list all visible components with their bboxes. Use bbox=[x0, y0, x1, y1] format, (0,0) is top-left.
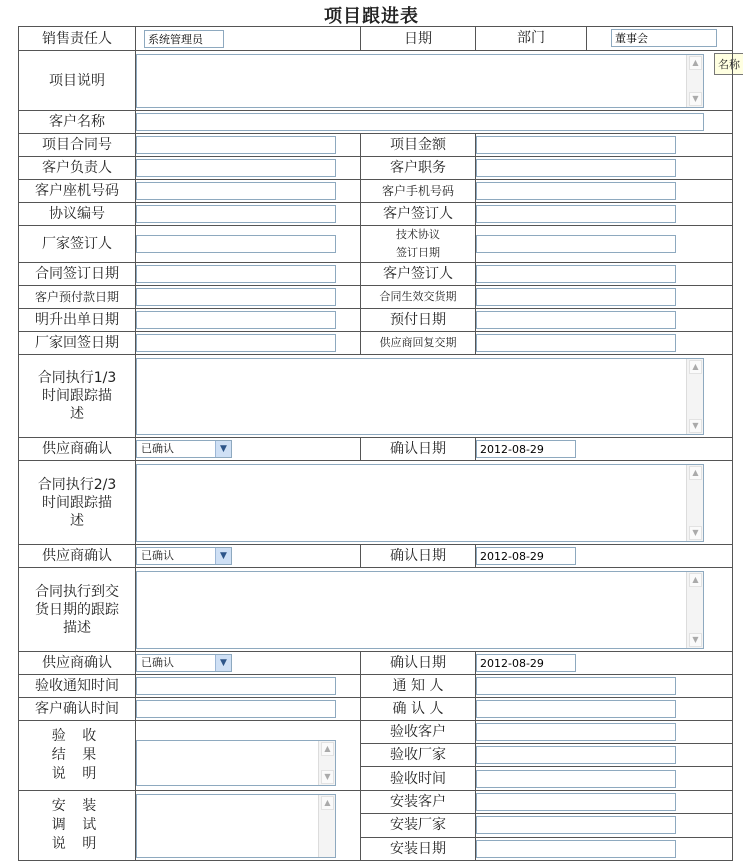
project-amount-label: 项目金额 bbox=[361, 134, 476, 157]
agreement-no-label: 协议编号 bbox=[19, 203, 136, 226]
customer-name-input[interactable] bbox=[136, 113, 704, 131]
form-body bbox=[18, 50, 733, 861]
scroll-up-icon[interactable]: ▲ bbox=[321, 796, 334, 810]
customer-lead-label: 客户负责人 bbox=[19, 157, 136, 180]
tooltip: 名称 bbox=[714, 53, 743, 75]
customer-mobile-label: 客户手机号码 bbox=[361, 180, 476, 203]
vendor-return-date-input[interactable] bbox=[136, 334, 336, 352]
confirm-date-input[interactable] bbox=[476, 654, 576, 672]
vendor-return-date-label: 厂家回签日期 bbox=[19, 332, 136, 355]
confirm-date-input[interactable] bbox=[476, 440, 576, 458]
date-label: 日期 bbox=[361, 27, 476, 51]
vendor-signer-input[interactable] bbox=[136, 235, 336, 253]
exec13-label: 合同执行1/3时间跟踪描述 bbox=[19, 355, 136, 438]
chevron-down-icon[interactable]: ▼ bbox=[215, 655, 231, 671]
supplier-confirm-label: 供应商确认 bbox=[19, 545, 136, 568]
scrollbar[interactable] bbox=[686, 55, 703, 107]
install-debug-textarea[interactable] bbox=[136, 794, 336, 858]
notifier-input[interactable] bbox=[476, 677, 676, 695]
scroll-up-icon[interactable]: ▲ bbox=[689, 360, 702, 374]
select-value: 已确认 bbox=[141, 442, 174, 455]
scrollbar[interactable] bbox=[318, 741, 335, 785]
scroll-down-icon[interactable]: ▼ bbox=[689, 419, 702, 433]
effective-delivery-input[interactable] bbox=[476, 288, 676, 306]
scroll-down-icon[interactable]: ▼ bbox=[689, 92, 702, 106]
supplier-reply-date-label: 供应商回复交期 bbox=[361, 332, 476, 355]
project-amount-input[interactable] bbox=[476, 136, 676, 154]
acceptance-result-label: 验 收 结 果 说 明 bbox=[19, 721, 136, 791]
confirmer-input[interactable] bbox=[476, 700, 676, 718]
agreement-no-input[interactable] bbox=[136, 205, 336, 223]
prepay-date-input[interactable] bbox=[136, 288, 336, 306]
chevron-down-icon[interactable]: ▼ bbox=[215, 548, 231, 564]
prepaid-date-label: 预付日期 bbox=[361, 309, 476, 332]
scroll-up-icon[interactable]: ▲ bbox=[321, 742, 334, 756]
scroll-down-icon[interactable]: ▼ bbox=[689, 633, 702, 647]
supplier-confirm-label: 供应商确认 bbox=[19, 438, 136, 461]
exec23-textarea[interactable] bbox=[136, 464, 704, 542]
confirm-date-label: 确认日期 bbox=[361, 438, 476, 461]
contract-sign-date-input[interactable] bbox=[136, 265, 336, 283]
select-value: 已确认 bbox=[141, 656, 174, 669]
project-desc-textarea[interactable] bbox=[136, 54, 704, 108]
scroll-up-icon[interactable]: ▲ bbox=[689, 466, 702, 480]
customer-title-input[interactable] bbox=[476, 159, 676, 177]
confirm-date-input[interactable] bbox=[476, 547, 576, 565]
customer-confirm-time-label: 客户确认时间 bbox=[19, 698, 136, 721]
sales-owner-label: 销售责任人 bbox=[19, 27, 136, 51]
exec13-textarea[interactable] bbox=[136, 358, 704, 435]
install-customer-label: 安装客户 bbox=[361, 791, 476, 814]
customer-confirm-time-input[interactable] bbox=[136, 700, 336, 718]
scrollbar[interactable] bbox=[686, 359, 703, 434]
supplier-confirm-select[interactable] bbox=[136, 654, 232, 672]
customer-title-label: 客户职务 bbox=[361, 157, 476, 180]
customer-phone-input[interactable] bbox=[136, 182, 336, 200]
notifier-label: 通 知 人 bbox=[361, 675, 476, 698]
acceptance-result-textarea[interactable] bbox=[136, 740, 336, 786]
contract-no-label: 项目合同号 bbox=[19, 134, 136, 157]
acceptance-time-label: 验收时间 bbox=[361, 767, 476, 791]
customer-signer2-input[interactable] bbox=[476, 265, 676, 283]
scroll-down-icon[interactable]: ▼ bbox=[321, 770, 334, 784]
dept-label: 部门 bbox=[475, 27, 586, 50]
customer-phone-label: 客户座机号码 bbox=[19, 180, 136, 203]
install-vendor-label: 安装厂家 bbox=[361, 814, 476, 837]
customer-signer-input[interactable] bbox=[476, 205, 676, 223]
install-customer-input[interactable] bbox=[476, 793, 676, 811]
acceptance-time-input[interactable] bbox=[476, 770, 676, 788]
acceptance-customer-input[interactable] bbox=[476, 723, 676, 741]
exec-delivery-label: 合同执行到交货日期的跟踪描述 bbox=[19, 568, 136, 652]
chevron-down-icon[interactable]: ▼ bbox=[215, 441, 231, 457]
acceptance-notice-time-label: 验收通知时间 bbox=[19, 675, 136, 698]
mingsheng-date-label: 明升出单日期 bbox=[19, 309, 136, 332]
project-desc-label: 项目说明 bbox=[19, 51, 136, 111]
install-date-label: 安装日期 bbox=[361, 837, 476, 860]
scrollbar[interactable] bbox=[686, 572, 703, 648]
exec23-label: 合同执行2/3时间跟踪描述 bbox=[19, 461, 136, 545]
exec-delivery-textarea[interactable] bbox=[136, 571, 704, 649]
acceptance-notice-time-input[interactable] bbox=[136, 677, 336, 695]
install-vendor-input[interactable] bbox=[476, 816, 676, 834]
supplier-reply-date-input[interactable] bbox=[476, 334, 676, 352]
scroll-down-icon[interactable]: ▼ bbox=[689, 526, 702, 540]
prepaid-date-input[interactable] bbox=[476, 311, 676, 329]
customer-mobile-input[interactable] bbox=[476, 182, 676, 200]
confirm-date-label: 确认日期 bbox=[361, 545, 476, 568]
scroll-up-icon[interactable]: ▲ bbox=[689, 56, 702, 70]
customer-signer-label: 客户签订人 bbox=[361, 203, 476, 226]
confirm-date-label: 确认日期 bbox=[361, 652, 476, 675]
sales-owner-input[interactable] bbox=[144, 30, 224, 48]
select-value: 已确认 bbox=[141, 549, 174, 562]
supplier-confirm-select[interactable] bbox=[136, 440, 232, 458]
contract-sign-date-label: 合同签订日期 bbox=[19, 263, 136, 286]
tech-agreement-date-label: 技术协议签订日期 bbox=[361, 226, 476, 263]
scroll-up-icon[interactable]: ▲ bbox=[689, 573, 702, 587]
prepay-date-label: 客户预付款日期 bbox=[19, 286, 136, 309]
tech-agreement-date-input[interactable] bbox=[476, 235, 676, 253]
supplier-confirm-select[interactable] bbox=[136, 547, 232, 565]
scrollbar[interactable] bbox=[318, 795, 335, 857]
customer-lead-input[interactable] bbox=[136, 159, 336, 177]
scrollbar[interactable] bbox=[686, 465, 703, 541]
supplier-confirm-label: 供应商确认 bbox=[19, 652, 136, 675]
acceptance-vendor-label: 验收厂家 bbox=[361, 744, 476, 767]
acceptance-customer-label: 验收客户 bbox=[361, 721, 476, 744]
page-title: 项目跟进表 bbox=[324, 6, 419, 27]
acceptance-vendor-input[interactable] bbox=[476, 746, 676, 764]
contract-no-input[interactable] bbox=[136, 136, 336, 154]
effective-delivery-label: 合同生效交货期 bbox=[361, 286, 476, 309]
customer-signer2-label: 客户签订人 bbox=[361, 263, 476, 286]
vendor-signer-label: 厂家签订人 bbox=[19, 226, 136, 263]
customer-name-label: 客户名称 bbox=[19, 111, 136, 134]
mingsheng-date-input[interactable] bbox=[136, 311, 336, 329]
confirmer-label: 确 认 人 bbox=[361, 698, 476, 721]
dept-input[interactable] bbox=[611, 29, 717, 47]
install-debug-label: 安 装 调 试 说 明 bbox=[19, 791, 136, 861]
